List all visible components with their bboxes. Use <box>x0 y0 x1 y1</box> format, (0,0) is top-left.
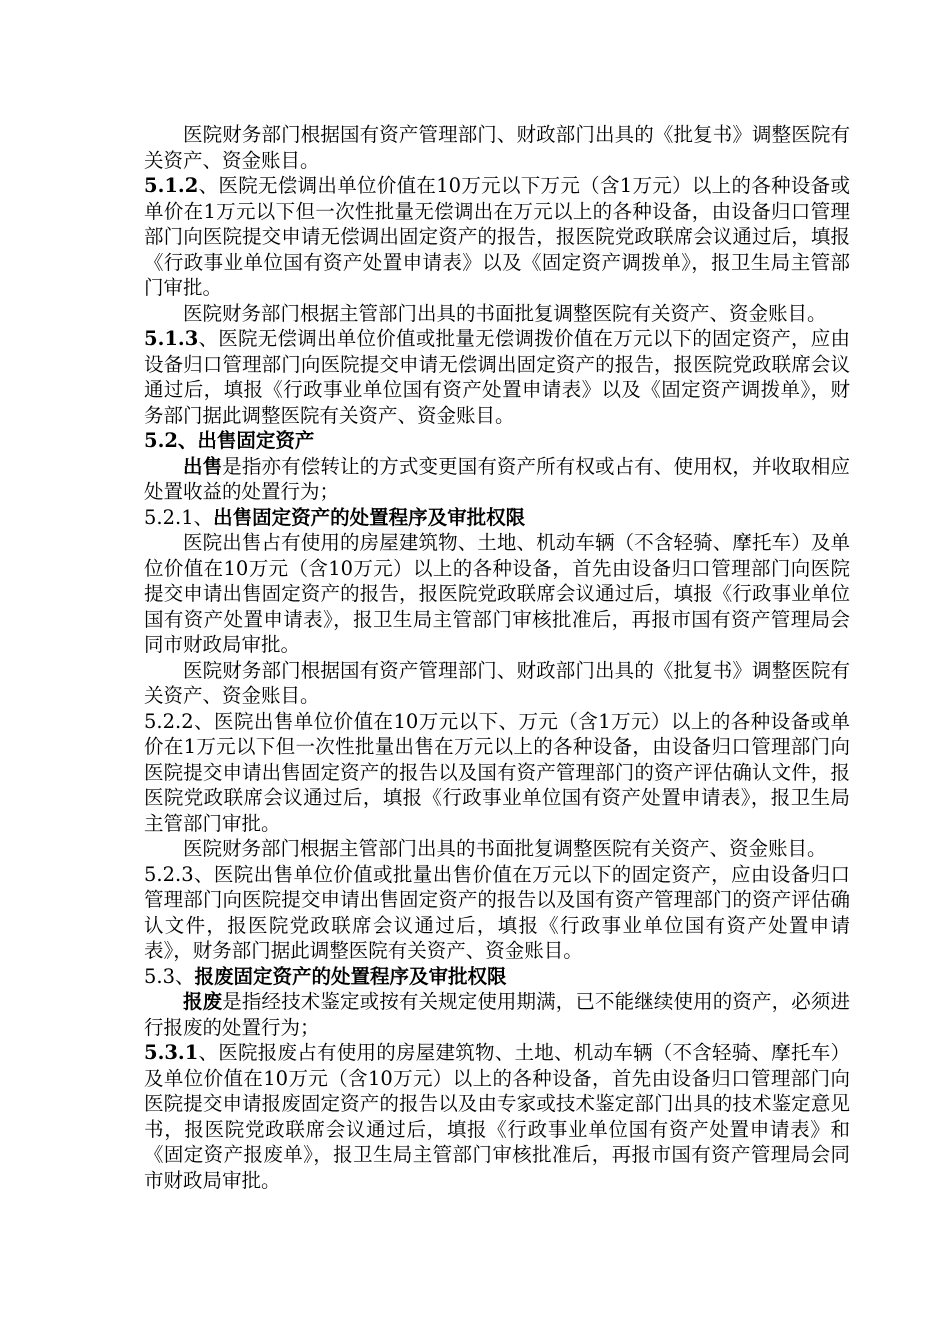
heading-5-3 <box>144 964 850 990</box>
paragraph-5-2-1-body <box>144 530 850 658</box>
paragraph-text: 、医院无偿调出单位价值在10万元以下万元（含1万元）以上的各种设备或单价在1万元以下但一次性批量无偿调出在万元以上的各种设备，由设备归口管理部门向医院提交申请无偿调出固定资产的报告，报医院党政联席会议通过后，填报《行政事业单位国有资产处置申请表》以及《固定资产调拨单》，报卫生局主管部门审批。 <box>144 174 850 299</box>
section-heading: 5.2、出售固定资产 <box>144 429 315 452</box>
paragraph-scrap-definition <box>144 989 850 1040</box>
paragraph-text: 医院出售占有使用的房屋建筑物、土地、机动车辆（不含轻骑、摩托车）及单位价值在10万元（含10万元）以上的各种设备，首先由设备归口管理部门向医院提交申请出售固定资产的报告，报医院党政联席会议通过后，填报《行政事业单位国有资产处置申请表》，报卫生局主管部门审核批准后，再报市国有资产管理局会同市财政局审批。 <box>144 531 850 656</box>
paragraph-5-1-2 <box>144 173 850 301</box>
paragraph-5-1-3 <box>144 326 850 428</box>
paragraph-text: 医院财务部门根据国有资产管理部门、财政部门出具的《批复书》调整医院有关资产、资金账目。 <box>144 658 850 707</box>
section-number: 5.3、 <box>144 964 195 988</box>
paragraph-sale-definition <box>144 454 850 505</box>
paragraph-text: 医院财务部门根据国有资产管理部门、财政部门出具的《批复书》调整医院有关资产、资金账目。 <box>144 123 850 172</box>
section-heading: 出售固定资产的处置程序及审批权限 <box>213 505 526 529</box>
paragraph-5-2-1-finance <box>144 658 850 709</box>
paragraph-text: 医院财务部门根据主管部门出具的书面批复调整医院有关资产、资金账目。 <box>183 301 827 325</box>
section-heading: 报废固定资产的处置程序及审批权限 <box>194 964 507 988</box>
section-number: 5.2.1、 <box>144 505 214 529</box>
paragraph-5-3-1 <box>144 1040 850 1193</box>
paragraph-5-2-3 <box>144 862 850 964</box>
paragraph-text: 5.2.2、医院出售单位价值在10万元以下、万元（含1万元）以上的各种设备或单价在1万元以下但一次性批量出售在万元以上的各种设备，由设备归口管理部门向医院提交申请出售固定资产的报告以及国有资产管理部门的资产评估确认文件，报医院党政联席会议通过后，填报《行政事业单位国有资产处置申请表》，报卫生局主管部门审批。 <box>144 709 850 835</box>
section-number: 5.1.3 <box>144 327 199 350</box>
paragraph-text: 是指亦有偿转让的方式变更国有资产所有权或占有、使用权，并收取相应处置收益的处置行为； <box>144 454 850 503</box>
paragraph-text: 5.2.3、医院出售单位价值或批量出售价值在万元以下的固定资产，应由设备归口管理部门向医院提交申请出售固定资产的报告以及国有资产管理部门的资产评估确认文件，报医院党政联席会议通过后，填报《行政事业单位国有资产处置申请表》，财务部门据此调整医院有关资产、资金账目。 <box>144 862 850 962</box>
document-body <box>144 122 850 1193</box>
paragraph-text: 是指经技术鉴定或按有关规定使用期满，已不能继续使用的资产，必须进行报废的处置行为； <box>144 990 850 1039</box>
heading-5-2-1 <box>144 505 850 531</box>
paragraph-5-1-2-finance <box>144 301 850 327</box>
paragraph-5-1-1-finance <box>144 122 850 173</box>
paragraph-text: 、医院无偿调出单位价值或批量无偿调拨价值在万元以下的固定资产，应由设备归口管理部门向医院提交申请无偿调出固定资产的报告，报医院党政联席会议通过后，填报《行政事业单位国有资产处置申请表》以及《固定资产调拨单》，财务部门据此调整医院有关资产、资金账目。 <box>144 327 850 427</box>
term: 出售 <box>183 454 223 478</box>
paragraph-5-2-2 <box>144 709 850 837</box>
term: 报废 <box>183 990 223 1013</box>
section-number: 5.1.2 <box>144 174 199 197</box>
paragraph-text: 医院财务部门根据主管部门出具的书面批复调整医院有关资产、资金账目。 <box>183 837 827 860</box>
section-number: 5.3.1 <box>144 1041 199 1064</box>
heading-5-2 <box>144 428 850 454</box>
paragraph-5-2-2-finance <box>144 836 850 862</box>
paragraph-text: 、医院报废占有使用的房屋建筑物、土地、机动车辆（不含轻骑、摩托车）及单位价值在10万元（含10万元）以上的各种设备，首先由设备归口管理部门向医院提交申请报废固定资产的报告以及由专家或技术鉴定部门出具的技术鉴定意见书，报医院党政联席会议通过后，填报《行政事业单位国有资产处置申请表》和《固定资产报废单》，报卫生局主管部门审核批准后，再报市国有资产管理局会同市财政局审批。 <box>144 1041 850 1192</box>
